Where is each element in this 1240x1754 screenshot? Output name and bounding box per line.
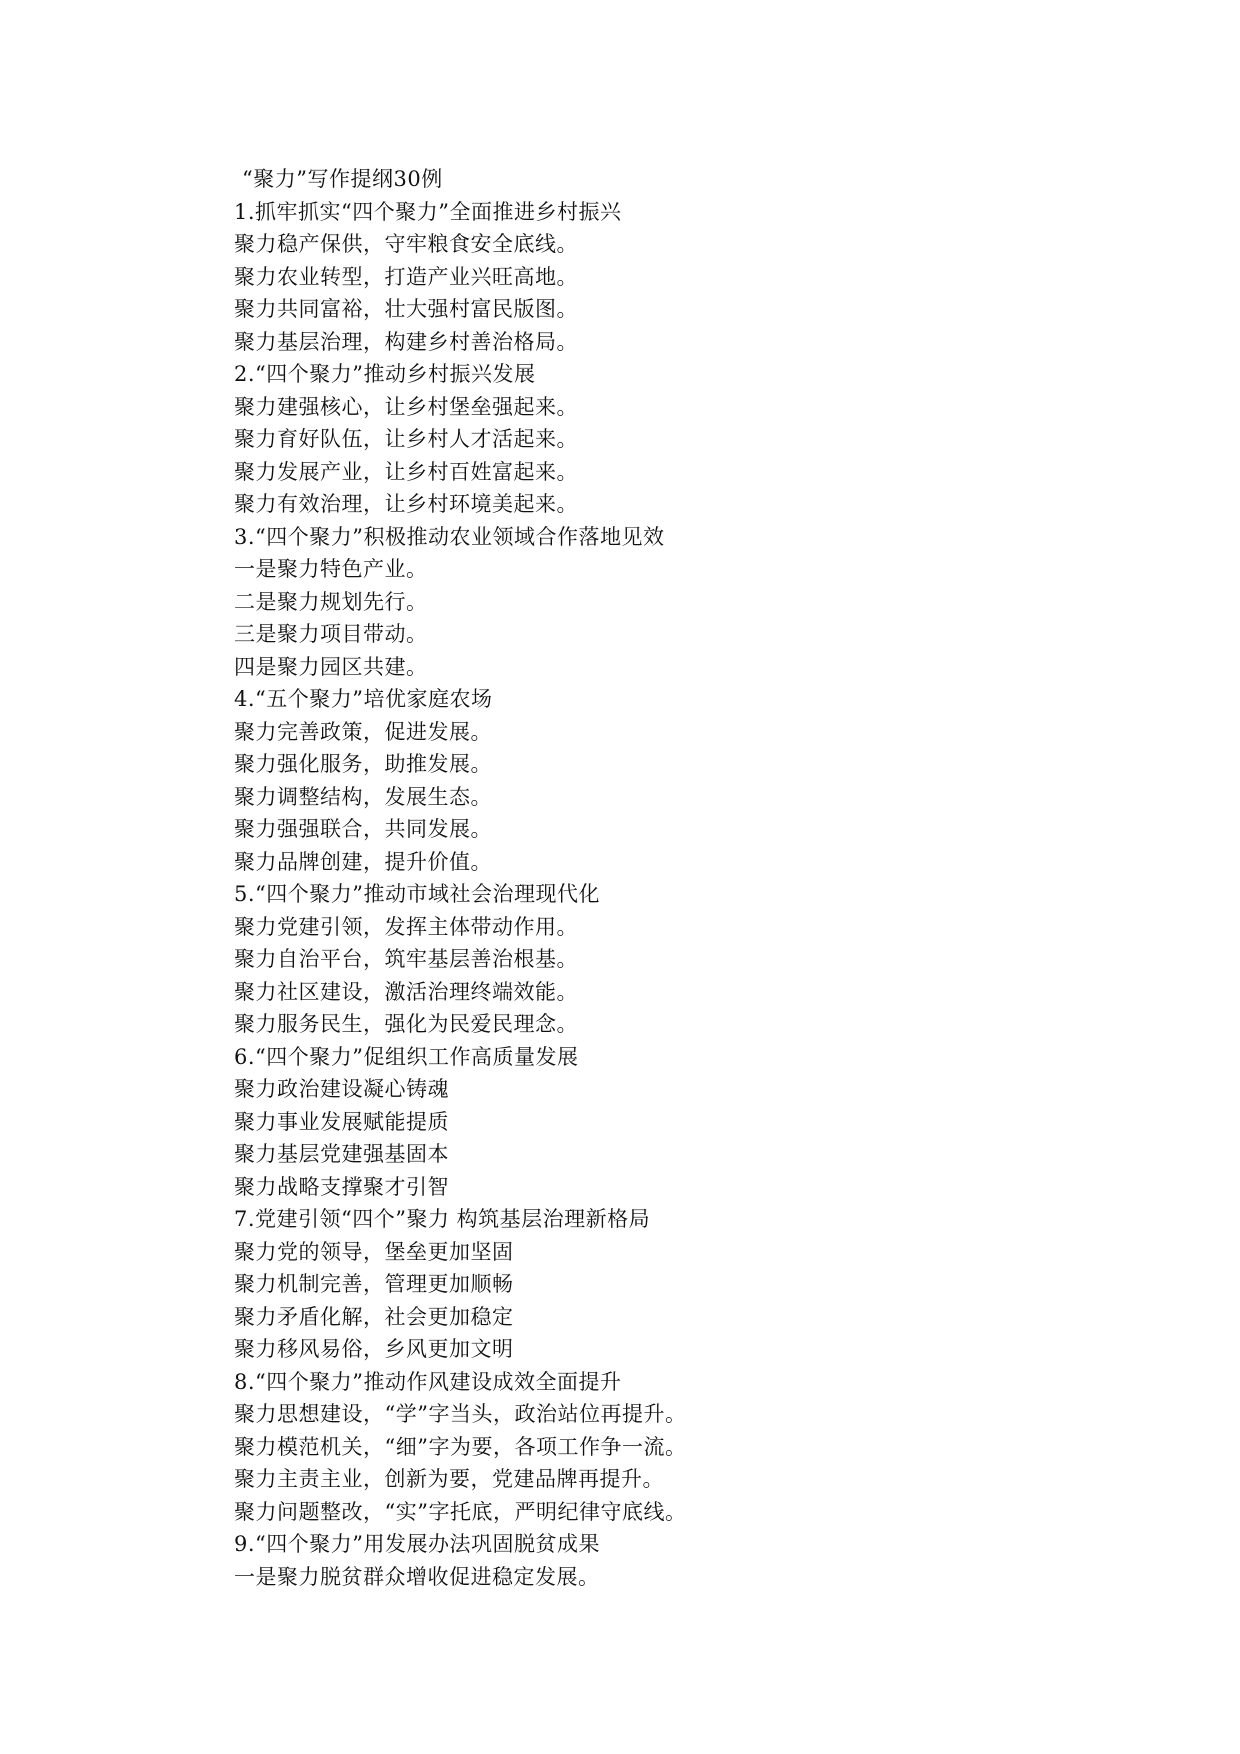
outline-item: 聚力基层党建强基固本	[234, 1142, 449, 1166]
section-heading: 1.抓牢抓实“四个聚力”全面推进乡村振兴	[234, 199, 622, 224]
section-heading: 4.“五个聚力”培优家庭农场	[234, 687, 493, 711]
section-heading: 6.“四个聚力”促组织工作高质量发展	[234, 1044, 579, 1069]
outline-item: 聚力发展产业，让乡村百姓富起来。	[234, 459, 578, 484]
outline-item: 聚力思想建设，“学”字当头，政治站位再提升。	[234, 1402, 687, 1426]
outline-item: 聚力建强核心，让乡村堡垒强起来。	[234, 394, 578, 419]
outline-item: 聚力机制完善，管理更加顺畅	[234, 1272, 514, 1296]
outline-item: 聚力调整结构，发展生态。	[234, 784, 492, 809]
outline-item: 聚力品牌创建，提升价值。	[234, 849, 492, 874]
section-heading: 7.党建引领“四个”聚力 构筑基层治理新格局	[234, 1207, 651, 1231]
outline-item: 聚力事业发展赋能提质	[234, 1109, 449, 1134]
outline-item: 聚力党建引领，发挥主体带动作用。	[234, 914, 578, 939]
document-title: “聚力”写作提纲30例	[242, 167, 443, 191]
section-heading: 5.“四个聚力”推动市域社会治理现代化	[234, 882, 601, 906]
outline-item: 聚力有效治理，让乡村环境美起来。	[234, 492, 578, 516]
document-body	[234, 163, 1054, 1593]
outline-item: 聚力完善政策，促进发展。	[234, 719, 492, 744]
outline-item: 四是聚力园区共建。	[234, 654, 428, 679]
section-heading: 2.“四个聚力”推动乡村振兴发展	[234, 362, 536, 386]
outline-item: 聚力农业转型，打造产业兴旺高地。	[234, 264, 578, 289]
outline-item: 聚力强化服务，助推发展。	[234, 752, 492, 776]
outline-item: 聚力移风易俗，乡风更加文明	[234, 1337, 514, 1361]
outline-item: 一是聚力脱贫群众增收促进稳定发展。	[234, 1564, 600, 1589]
outline-item: 聚力模范机关，“细”字为要，各项工作争一流。	[234, 1434, 687, 1459]
outline-item: 聚力战略支撑聚才引智	[234, 1174, 449, 1199]
section-heading: 8.“四个聚力”推动作风建设成效全面提升	[234, 1369, 622, 1394]
outline-item: 聚力矛盾化解，社会更加稳定	[234, 1304, 514, 1329]
outline-item: 聚力主责主业，创新为要，党建品牌再提升。	[234, 1467, 664, 1491]
outline-item: 二是聚力规划先行。	[234, 589, 428, 614]
outline-item: 聚力党的领导，堡垒更加坚固	[234, 1239, 514, 1264]
outline-item: 聚力基层治理，构建乡村善治格局。	[234, 329, 578, 354]
outline-item: 聚力强强联合，共同发展。	[234, 817, 492, 841]
outline-item: 三是聚力项目带动。	[234, 622, 428, 646]
outline-item: 聚力育好队伍，让乡村人才活起来。	[234, 427, 578, 451]
section-heading: 9.“四个聚力”用发展办法巩固脱贫成果	[234, 1532, 601, 1556]
outline-item: 一是聚力特色产业。	[234, 557, 428, 581]
section-heading: 3.“四个聚力”积极推动农业领域合作落地见效	[234, 524, 665, 549]
document-lines	[234, 196, 1054, 1594]
outline-item: 聚力自治平台，筑牢基层善治根基。	[234, 947, 578, 971]
outline-item: 聚力服务民生，强化为民爱民理念。	[234, 1012, 578, 1036]
outline-item: 聚力问题整改，“实”字托底，严明纪律守底线。	[234, 1499, 687, 1524]
outline-item: 聚力共同富裕，壮大强村富民版图。	[234, 297, 578, 321]
outline-item: 聚力政治建设凝心铸魂	[234, 1077, 449, 1101]
outline-item: 聚力稳产保供，守牢粮食安全底线。	[234, 232, 578, 256]
outline-item: 聚力社区建设，激活治理终端效能。	[234, 979, 578, 1004]
